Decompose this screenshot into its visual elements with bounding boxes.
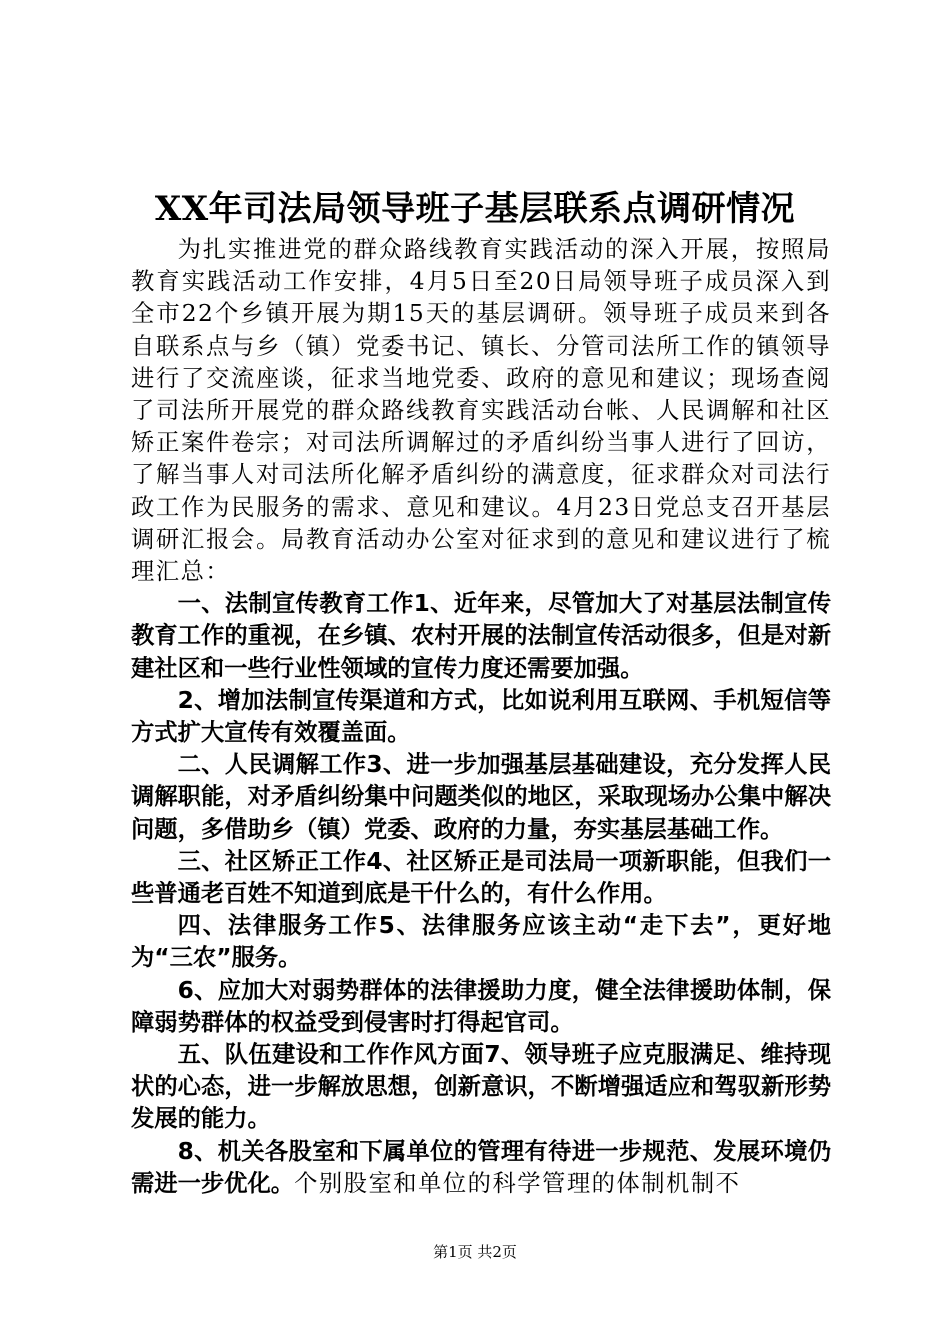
management-sentence: 8、机关各股室和下属单位的管理有待进一步规范、发展环境仍需进一步优化。 xyxy=(131,1137,831,1197)
legal-aid-paragraph: 6、应加大对弱势群体的法律援助力度，健全法律援助体制，保障弱势群体的权益受到侵害时打得起官司。 xyxy=(131,976,831,1036)
section-legal-services-paragraph: 四、法律服务工作5、法律服务应该主动“走下去”，更好地为“三农”服务。 xyxy=(131,912,831,972)
document-body xyxy=(131,234,831,1200)
section-legal-education-paragraph: 一、法制宣传教育工作1、近年来，尽管加大了对基层法制宣传教育工作的重视，在乡镇、农村开展的法制宣传活动很多，但是对新建社区和一些行业性领域的宣传力度还需要加强。 xyxy=(131,590,831,682)
management-paragraph xyxy=(131,1136,831,1200)
intro-paragraph: 为扎实推进党的群众路线教育实践活动的深入开展，按照局教育实践活动工作安排，4月5日至20日局领导班子成员深入到全市22个乡镇开展为期15天的基层调研。领导班子成员来到各自联系点与乡（镇）党委书记、镇长、分管司法所工作的镇领导进行了交流座谈，征求当地党委、政府的意见和建议；现场查阅了司法所开展党的群众路线教育实践活动台帐、人民调解和社区矫正案件卷宗；对司法所调解过的矛盾纠纷当事人进行了回访，了解当事人对司法所化解矛盾纠纷的满意度，征求群众对司法行政工作为民服务的需求、意见和建议。4月23日党总支召开基层调研汇报会。局教育活动办公室对征求到的意见和建议进行了梳理汇总： xyxy=(131,236,831,586)
page-number: 第1页 共2页 xyxy=(433,1243,517,1261)
legal-channels-paragraph: 2、增加法制宣传渠道和方式，比如说利用互联网、手机短信等方式扩大宣传有效覆盖面。 xyxy=(131,686,831,747)
section-team-building-paragraph: 五、队伍建设和工作作风方面7、领导班子应克服满足、维持现状的心态，进一步解放思想，创新意识，不断增强适应和驾驭新形势发展的能力。 xyxy=(131,1041,831,1133)
management-continuation: 个别股室和单位的科学管理的体制机制不 xyxy=(294,1169,741,1197)
section-mediation-paragraph: 二、人民调解工作3、进一步加强基层基础建设，充分发挥人民调解职能，对矛盾纠纷集中问题类似的地区，采取现场办公集中解决问题，多借助乡（镇）党委、政府的力量，夯实基层基础工作。 xyxy=(131,751,831,843)
section-community-correction-paragraph: 三、社区矫正工作4、社区矫正是司法局一项新职能，但我们一些普通老百姓不知道到底是干什么的，有什么作用。 xyxy=(131,847,831,908)
document-title: XX年司法局领导班子基层联系点调研情况 xyxy=(154,189,796,229)
